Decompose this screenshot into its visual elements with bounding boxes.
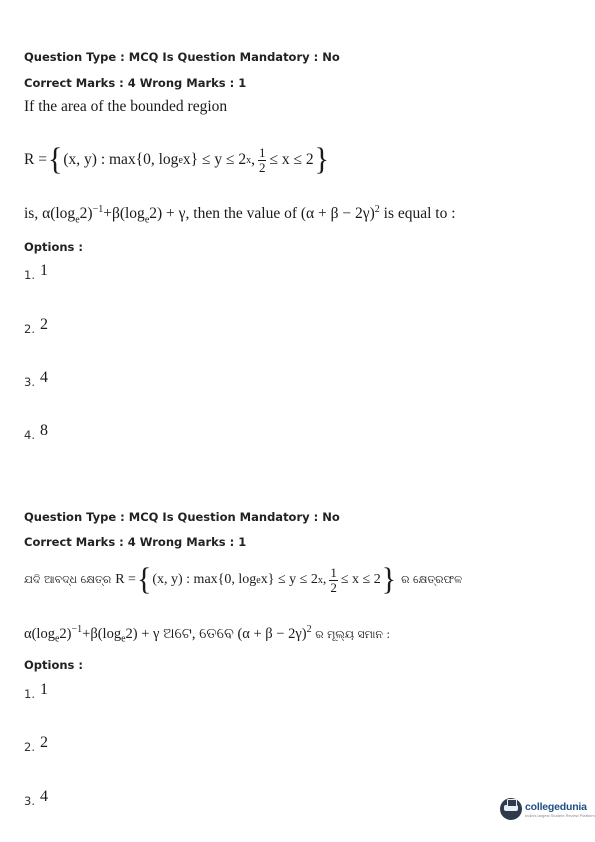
option-value: 2	[40, 316, 48, 333]
condition-mid3: 2) + γ ଅଟେ, ତେବେ (α + β − 2γ)	[125, 625, 307, 642]
left-brace: {	[136, 562, 152, 597]
option-value: 8	[40, 422, 48, 439]
question1-meta-marks: Correct Marks : 4 Wrong Marks : 1	[24, 76, 247, 90]
exponent-x: x	[317, 574, 323, 586]
option-number: 1.	[24, 268, 35, 282]
question1-region-formula	[24, 142, 330, 178]
question1-option-1[interactable]	[24, 262, 48, 284]
region-comma: ,	[251, 151, 255, 168]
question1-options-label: Options :	[24, 240, 83, 254]
exponent-x: x	[246, 154, 252, 166]
condition-sup2: 2	[374, 204, 380, 215]
option-number: 2.	[24, 740, 35, 754]
condition-sup1: −1	[92, 204, 104, 215]
condition-mid1: 2)	[59, 625, 72, 642]
question2-region-formula	[24, 562, 462, 598]
condition-mid3: 2) + γ, then the value of (α + β − 2γ)	[149, 205, 375, 223]
option-number: 3.	[24, 794, 35, 808]
region-tail: ≤ x ≤ 2	[340, 572, 381, 587]
fraction-one-half	[329, 566, 338, 594]
condition-post: ର ମୂଲ୍ୟ ସମାନ :	[315, 627, 391, 641]
logo-name: collegedunia	[525, 800, 587, 813]
option-value: 4	[40, 788, 48, 805]
option-value: 1	[40, 681, 48, 698]
region-lhs: R =	[115, 572, 136, 587]
fraction-denominator: 2	[330, 579, 337, 595]
question2-meta-marks: Correct Marks : 4 Wrong Marks : 1	[24, 535, 247, 549]
question1-condition	[24, 204, 456, 225]
question2-option-1[interactable]	[24, 681, 48, 703]
condition-sub1: e	[54, 633, 60, 645]
condition-mid2: +β(log	[82, 625, 122, 642]
condition-sub2: e	[121, 633, 126, 645]
fraction-numerator: 1	[258, 144, 266, 160]
condition-mid2: +β(log	[103, 205, 145, 223]
question2-options-label: Options :	[24, 658, 83, 672]
region-set-body: (x, y) : max{0, log	[152, 572, 257, 587]
option-number: 3.	[24, 375, 35, 389]
question2-option-2[interactable]	[24, 734, 48, 756]
fraction-denominator: 2	[258, 159, 266, 175]
question1-option-4[interactable]	[24, 422, 48, 444]
region-lhs: R =	[24, 151, 47, 168]
condition-sup1: −1	[71, 624, 83, 635]
q2-line1-post: ର କ୍ଷେତ୍ରଫଳ	[401, 573, 463, 586]
right-brace: }	[314, 142, 330, 177]
collegedunia-logo	[500, 798, 595, 820]
option-number: 2.	[24, 322, 35, 336]
question1-option-3[interactable]	[24, 369, 48, 391]
fraction-numerator: 1	[330, 564, 337, 580]
logo-text	[525, 801, 595, 818]
option-value: 1	[40, 262, 48, 279]
condition-mid1: 2)	[79, 205, 93, 223]
right-brace: }	[381, 562, 397, 597]
region-after-log: x} ≤ y ≤ 2	[260, 572, 318, 587]
region-tail: ≤ x ≤ 2	[269, 151, 314, 168]
left-brace: {	[47, 142, 63, 177]
region-after-log: x} ≤ y ≤ 2	[182, 151, 247, 168]
question1-intro: If the area of the bounded region	[24, 98, 228, 115]
q2-line1-pre: ଯଦି ଆବଦ୍ଧ କ୍ଷେତ୍ର	[24, 573, 112, 586]
condition-pre: α(log	[24, 625, 55, 642]
region-comma: ,	[322, 572, 327, 587]
question2-meta-type: Question Type : MCQ Is Question Mandatory : No	[24, 510, 340, 524]
condition-sub2: e	[144, 214, 150, 226]
option-value: 2	[40, 734, 48, 751]
question2-condition	[24, 624, 390, 645]
log-base: e	[178, 154, 183, 166]
option-number: 4.	[24, 428, 35, 442]
condition-post: is equal to :	[383, 205, 456, 223]
region-set-body: (x, y) : max{0, log	[63, 151, 179, 168]
question1-meta-type: Question Type : MCQ Is Question Mandatory : No	[24, 50, 340, 64]
option-value: 4	[40, 369, 48, 386]
graduate-mascot-icon	[500, 798, 522, 820]
log-base: e	[256, 574, 261, 586]
fraction-one-half	[258, 146, 267, 174]
question2-option-3[interactable]	[24, 788, 48, 810]
condition-sub1: e	[75, 214, 80, 226]
question1-option-2[interactable]	[24, 316, 48, 338]
logo-tagline: India's largest Student Review Platform	[525, 812, 595, 818]
option-number: 1.	[24, 687, 35, 701]
condition-sup2: 2	[306, 624, 312, 635]
condition-pre: is, α(log	[24, 205, 76, 223]
